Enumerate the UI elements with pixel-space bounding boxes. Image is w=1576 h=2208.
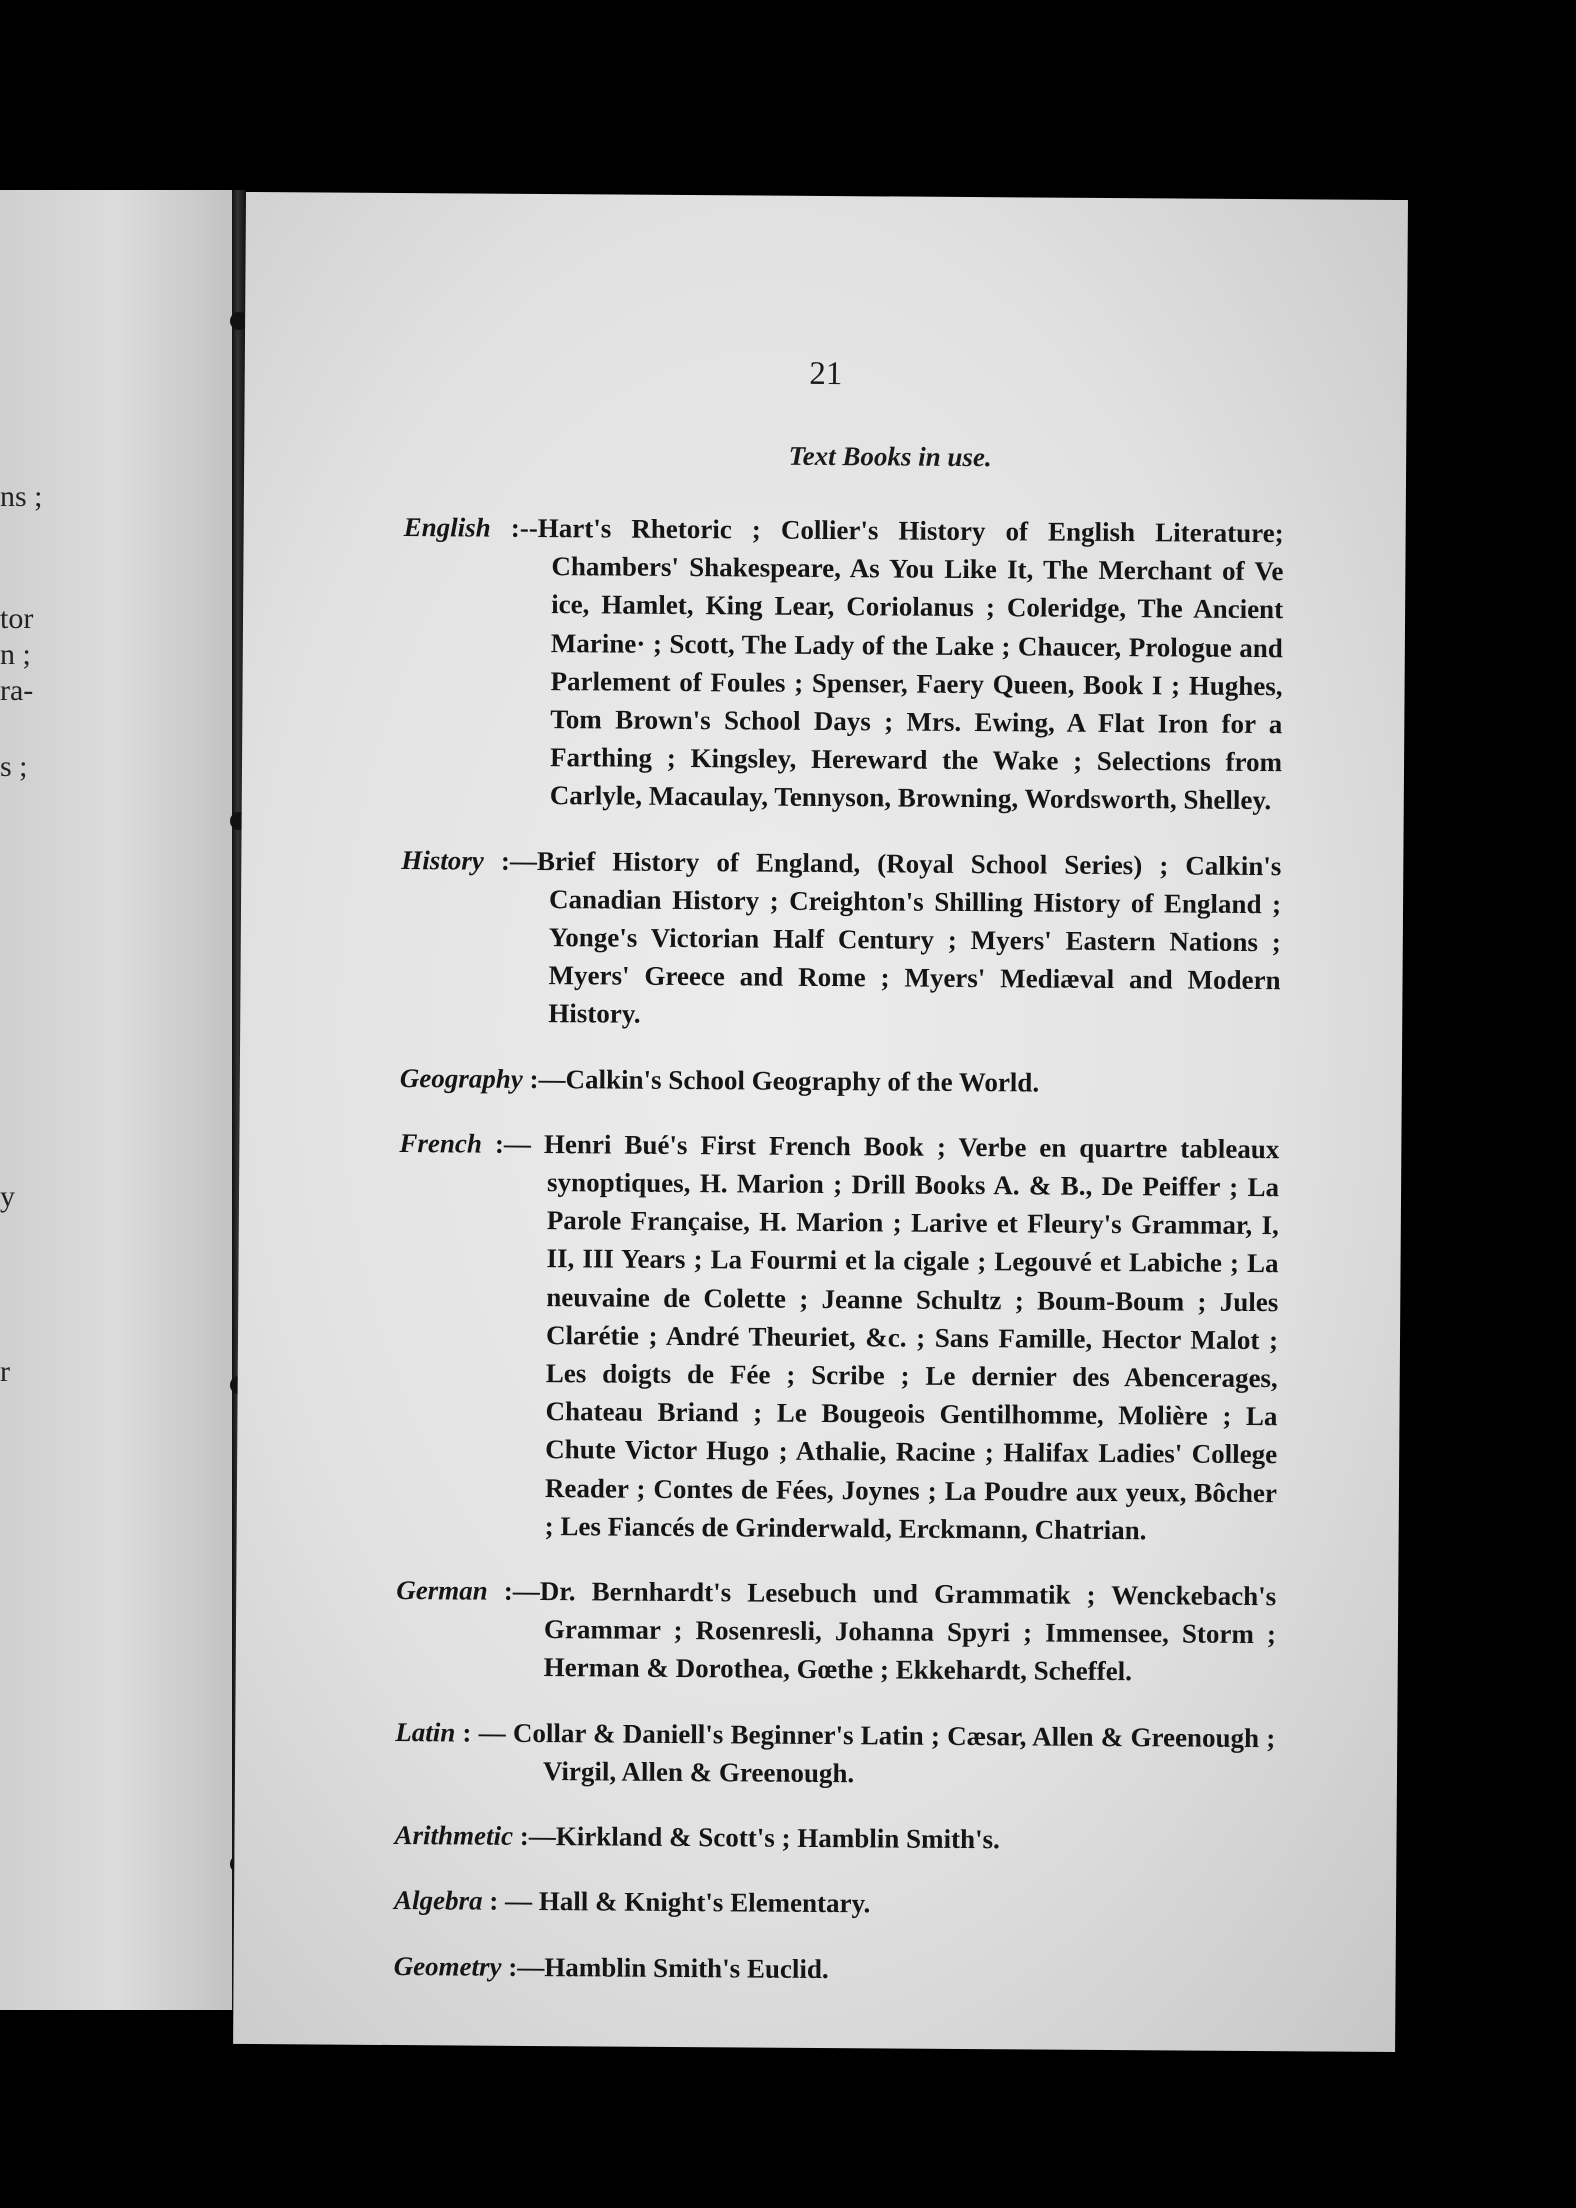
subject-label: English (403, 512, 491, 543)
textbook-list-text: Kirkland & Scott's ; Hamblin Smith's. (555, 1821, 1000, 1855)
subject-label: Algebra (393, 1885, 483, 1916)
textbook-list-text: Collar & Daniell's Beginner's Latin ; Cæsar, Allen & Greenough ; Virgil, Allen & Greenough. (512, 1717, 1276, 1789)
subject-label: Latin (395, 1716, 456, 1748)
subject-separator: :— (512, 1820, 556, 1852)
textbook-entry-latin (395, 1713, 1276, 1796)
textbook-entry-history (400, 841, 1281, 1038)
left-page-fragment: y (0, 1180, 15, 1213)
subject-label: Geometry (393, 1950, 502, 1982)
left-page-fragment: r (0, 1355, 10, 1388)
subject-separator: :— (481, 1128, 545, 1159)
subject-label: History (401, 844, 484, 876)
textbook-list-text: Brief History of England, (Royal School Series) ; Calkin's Canadian History ; Creighton's Shilling History of England ; Yonge's Victorian Half Century ; Myers' Eastern Nations ; Myers' Greece and Rome ; Myers' Mediæval and Modern History. (536, 845, 1282, 1030)
textbook-entry-geometry (394, 1947, 1274, 1991)
textbook-list (393, 481, 1284, 2001)
textbook-list-text: Calkin's School Geography of the World. (565, 1063, 1040, 1098)
book-page (233, 192, 1408, 2052)
subject-separator: :— (487, 1575, 540, 1607)
textbook-list-text: Hart's Rhetoric ; Collier's History of English Literature; Chambers' Shakespeare, As You Like It, The Merchant of Ve ice, Hamlet, King Lear, Coriolanus ; Coleridge, The Ancient Marine· ; Scott, The Lady of the Lake ; Chaucer, Prologue and Parlement of Foules ; Spenser, Faery Queen, Book I ; Hughes, Tom Brown's School Days ; Mrs. Ewing, A Flat Iron for a Farthing ; Kingsley, Hereward the Wake ; Selections from Carlyle, Macaulay, Tennyson, Browning, Wordsworth, Shelley. (537, 512, 1284, 816)
textbook-entry-arithmetic (394, 1816, 1274, 1860)
left-page-fragment: ns ; (0, 480, 43, 513)
left-page-fragment: tor (0, 602, 34, 635)
subject-label: Geography (399, 1062, 523, 1094)
textbook-entry-english (402, 508, 1284, 820)
textbook-entry-french (397, 1124, 1280, 1550)
left-facing-page (0, 190, 235, 2010)
section-heading: Text Books in use. (788, 440, 992, 473)
subject-separator: :— (483, 845, 537, 876)
left-page-fragment: ra- (0, 674, 34, 707)
subject-separator: :— (501, 1951, 545, 1982)
subject-separator: : — (482, 1885, 539, 1917)
textbook-list-text: Dr. Bernhardt's Lesebuch und Grammatik ; Wenckebach's Grammar ; Rosenresli, Johanna Spyri ; Immensee, Storm ; Herman & Dorothea, Gœthe ; Ekkehardt, Scheffel. (539, 1576, 1277, 1687)
left-page-fragment: n ; (0, 638, 31, 671)
subject-label: French (399, 1127, 483, 1159)
textbook-list-text: Hall & Knight's Elementary. (538, 1886, 871, 1919)
textbook-entry-german (396, 1571, 1277, 1692)
subject-label: Arithmetic (394, 1820, 514, 1851)
subject-label: German (396, 1575, 488, 1606)
subject-separator: : — (455, 1717, 514, 1748)
left-page-fragment: s ; (0, 750, 28, 783)
textbook-list-text: Hamblin Smith's Euclid. (544, 1951, 829, 1984)
page-number: 21 (809, 355, 843, 393)
textbook-list-text: Henri Bué's First French Book ; Verbe en quartre tableaux synoptiques, H. Marion ; Drill Books A. & B., De Peiffer ; La Parole Française, H. Marion ; Larive et Fleury's Grammar, I, II, III Years ; La Fourmi et la cigale ; Legouvé et Labiche ; La neuvaine de Colette ; Jeanne Schultz ; Boum-Boum ; Jules Clarétie ; André Theuriet, &c. ; Sans Famille, Hector Malot ; Les doigts de Fée ; Scribe ; Le dernier des Abencerages, Chateau Briand ; Le Bougeois Gentilhomme, Molière ; La Chute Victor Hugo ; Athalie, Racine ; Halifax Ladies' College Reader ; Contes de Fées, Joynes ; La Poudre aux yeux, Bôcher ; Les Fiancés de Grinderwald, Erckmann, Chatrian. (543, 1128, 1280, 1546)
textbook-entry-geography (400, 1059, 1280, 1103)
textbook-entry-algebra (394, 1881, 1274, 1925)
subject-separator: :— (522, 1063, 566, 1094)
subject-separator: :-- (490, 512, 538, 543)
